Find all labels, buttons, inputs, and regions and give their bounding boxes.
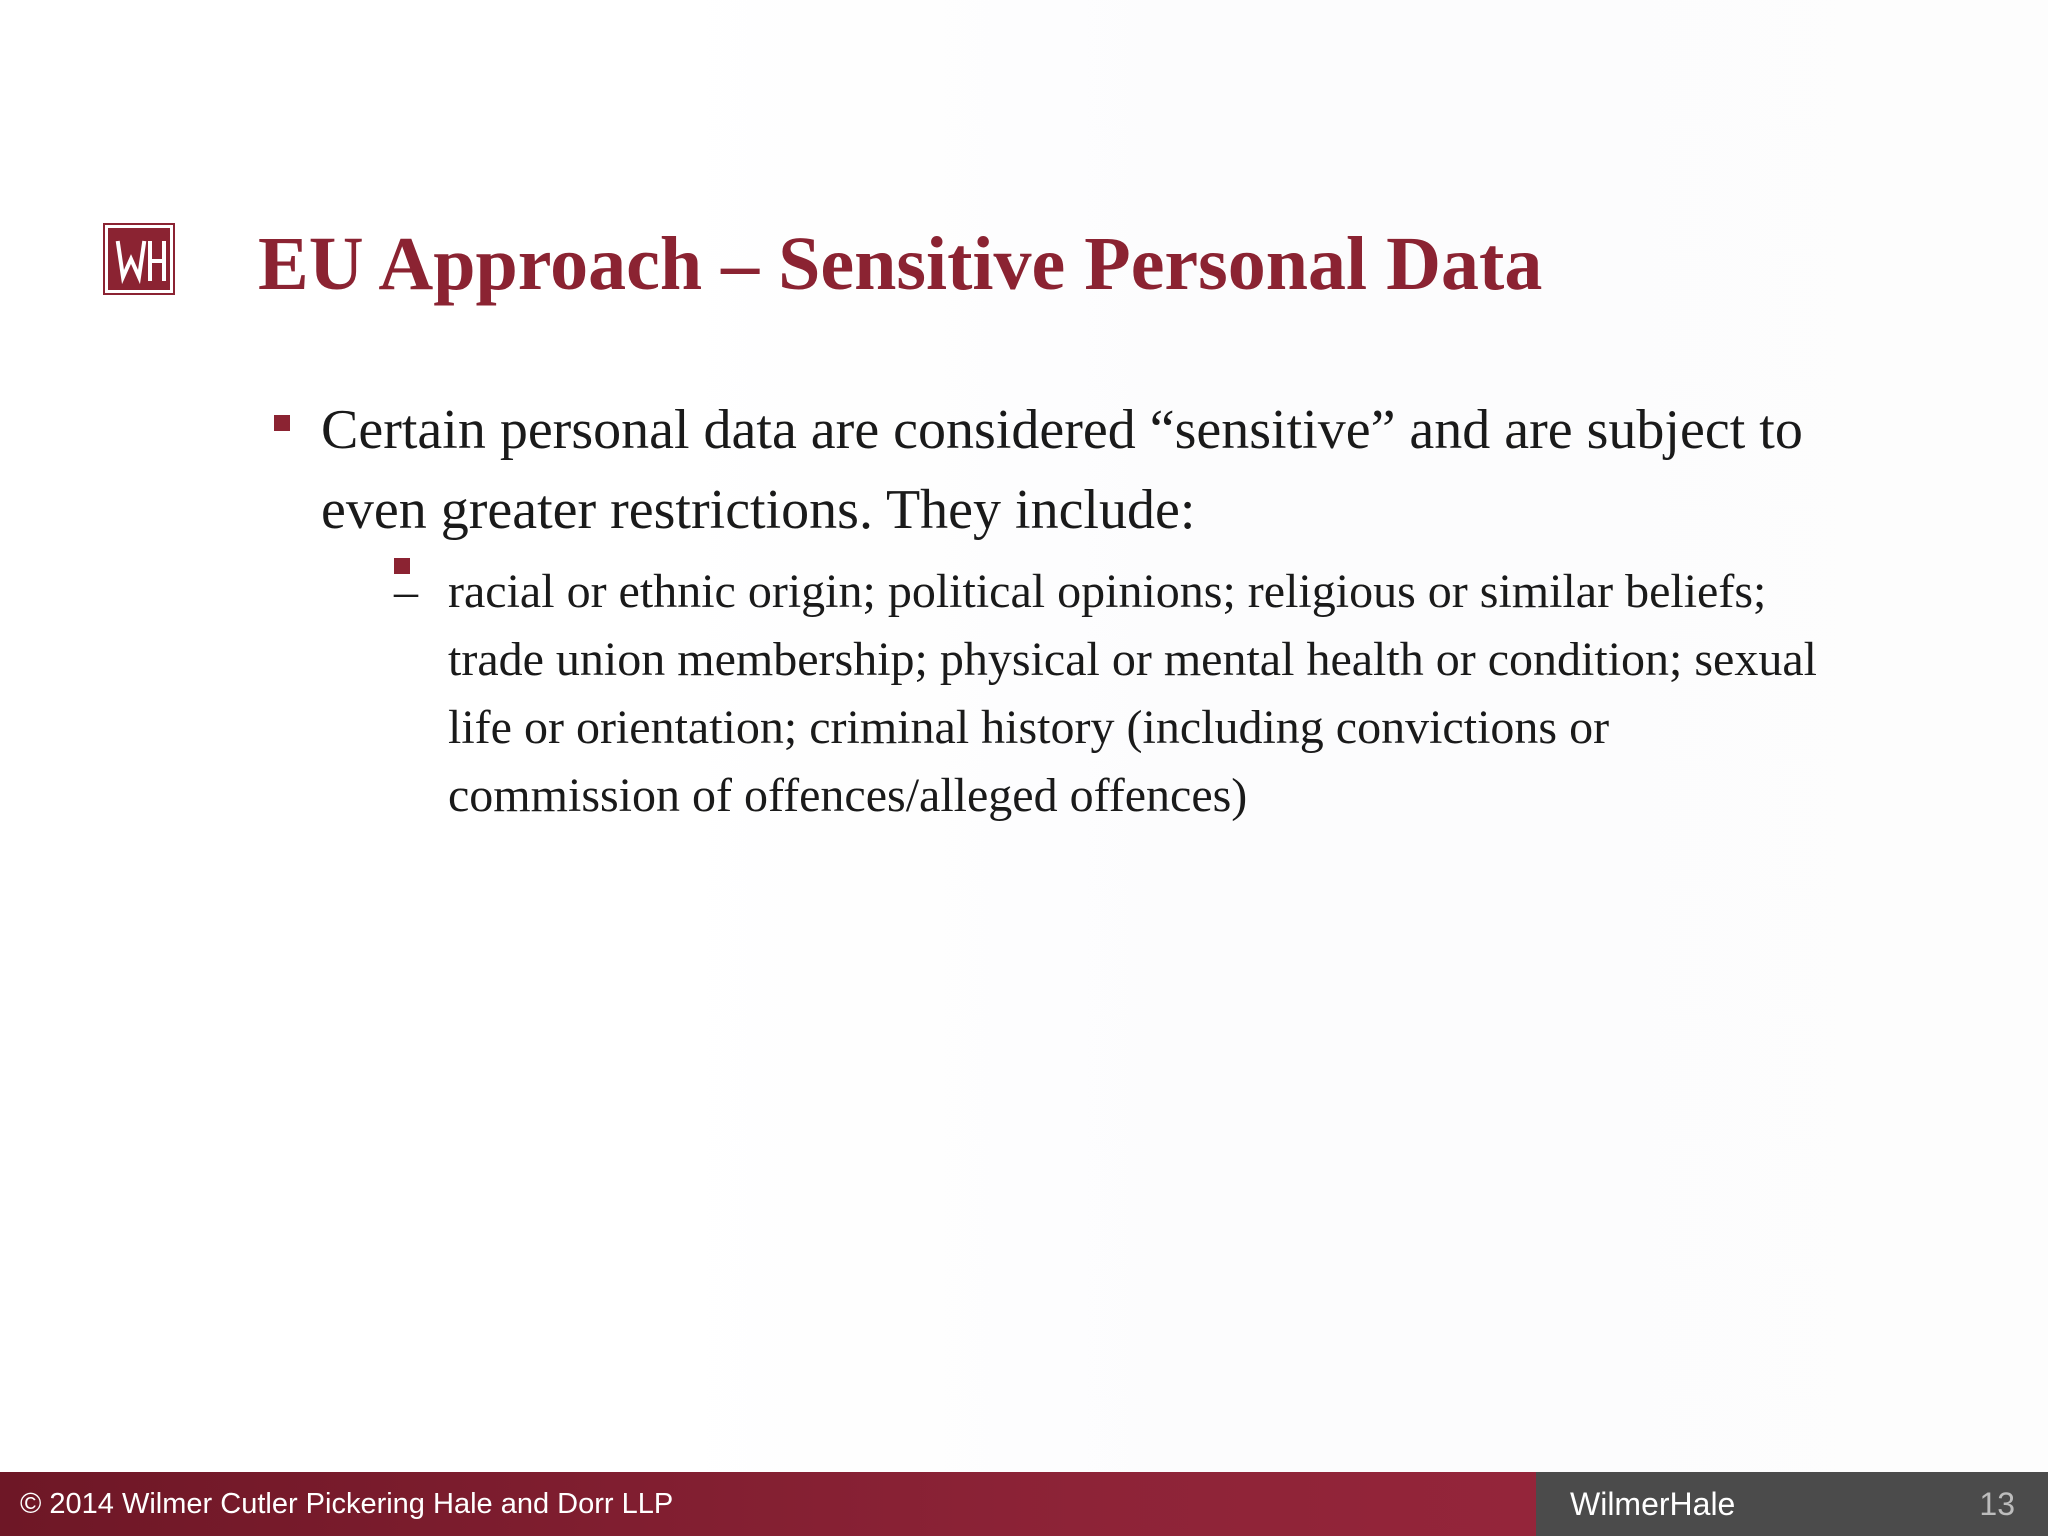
footer-left-panel xyxy=(0,1472,1536,1536)
brand-name: WilmerHale xyxy=(1570,1486,1736,1522)
sub-bullet-item xyxy=(321,558,1830,830)
page-number: 13 xyxy=(1979,1486,2015,1522)
wilmerhale-logo-icon xyxy=(103,223,175,295)
slide-title: EU Approach – Sensitive Personal Data xyxy=(258,222,1543,306)
copyright-text: © 2014 Wilmer Cutler Pickering Hale and Dorr LLP xyxy=(20,1488,674,1520)
sub-bullet-text: racial or ethnic origin; political opinions; religious or similar beliefs; trade union membership; physical or mental health or condition; sexual life or orientation; criminal history (including convictions or commission of offences/alleged offences) xyxy=(448,565,1817,822)
footer-bar xyxy=(0,1472,2048,1536)
square-bullet-icon xyxy=(274,415,290,431)
bullet-list xyxy=(270,390,1830,830)
bullet-item xyxy=(270,390,1830,830)
dash-bullet-icon: – xyxy=(394,558,410,574)
bullet-text: Certain personal data are considered “sensitive” and are subject to even greater restrictions. They include: xyxy=(321,399,1803,541)
